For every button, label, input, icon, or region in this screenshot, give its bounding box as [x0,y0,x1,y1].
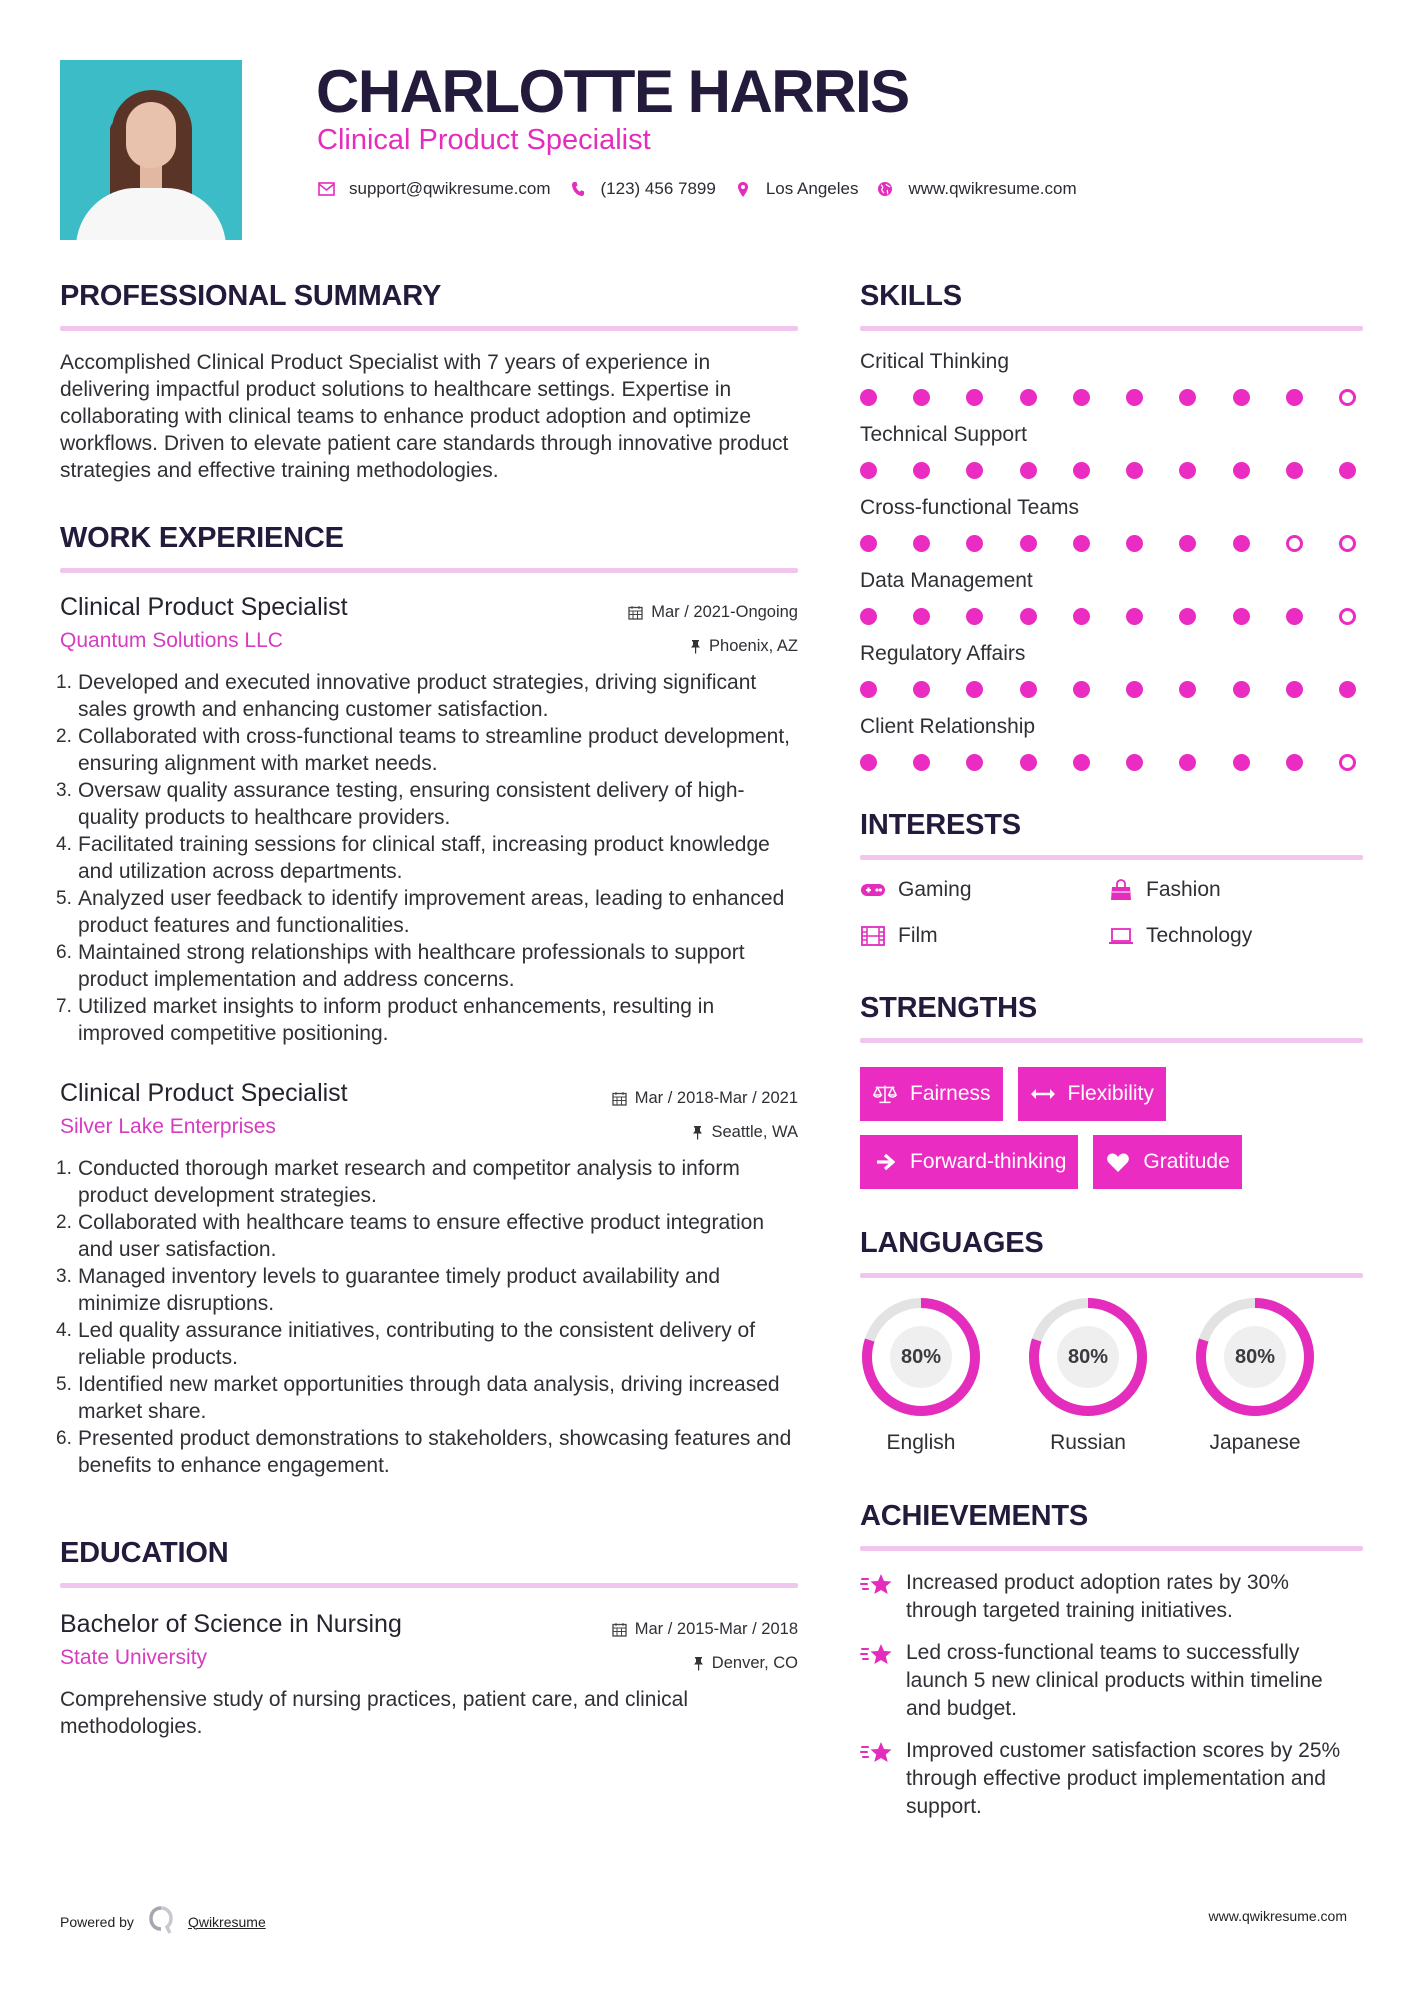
rating-dot-filled [1073,462,1090,479]
gamepad-icon [860,879,886,901]
rating-dot-filled [1126,535,1143,552]
rating-dot-filled [1020,389,1037,406]
job-meta [612,1081,798,1149]
rating-dot-empty [1286,535,1303,552]
footer-powered-by [60,1905,266,1938]
skill-rating [860,608,1356,625]
rating-dot-filled [1286,608,1303,625]
calendar-icon [612,1091,627,1106]
rating-dot-filled [1233,462,1250,479]
photo-face [126,102,176,168]
rating-dot-filled [966,608,983,625]
skill-item [860,495,1363,552]
skill-rating [860,389,1356,406]
pushpin-icon [692,1125,703,1140]
rating-dot-filled [1286,681,1303,698]
rating-dot-filled [1179,389,1196,406]
rating-dot-filled [860,389,877,406]
education-location: Denver, CO [711,1654,798,1672]
summary-text: Accomplished Clinical Product Specialist with 7 years of experience in delivering impactful product solutions to healthcare settings. Expertise in collaborating with clinical teams to enhance product adoption and optimize workflows. Driven to elevate patient care standards through innovative product strategies and effective training methodologies. [60,351,789,482]
degree: Bachelor of Science in Nursing [60,1610,402,1638]
job-title: Clinical Product Specialist [60,1079,348,1107]
job-bullet: Presented product demonstrations to stakeholders, showcasing features and benefits to enhance engagement. [78,1427,792,1477]
achievement-item [860,1639,1363,1723]
job-bullet: Identified new market opportunities through data analysis, driving increased market share. [78,1373,780,1423]
job-dates-row [612,1081,798,1115]
job-company: Silver Lake Enterprises [60,1115,276,1138]
skill-item [860,349,1363,406]
skill-rating [860,462,1356,479]
language-name: Russian [1050,1431,1126,1454]
phone-text: (123) 456 7899 [600,179,716,198]
job-bullet: Maintained strong relationships with healthcare professionals to support product implementation and address concerns. [78,941,745,991]
strength-tag [860,1067,1003,1121]
section-heading: ACHIEVEMENTS [860,1500,1089,1532]
language-percent: 80% [1057,1326,1119,1388]
rating-dot-filled [1126,754,1143,771]
strength-label: Forward-thinking [910,1150,1067,1173]
rating-dot-filled [966,389,983,406]
rating-dot-filled [1339,462,1356,479]
photo-shirt [76,188,226,240]
website-text: www.qwikresume.com [908,179,1077,198]
strength-label: Fairness [910,1082,991,1105]
contact-website[interactable] [876,179,1076,199]
laptop-icon [1108,925,1134,947]
achievements-list [860,1569,1363,1821]
education-dates: Mar / 2015-Mar / 2018 [634,1620,798,1638]
calendar-icon [612,1622,627,1637]
section-heading: STRENGTHS [860,992,1038,1024]
education-description: Comprehensive study of nursing practices, patient care, and clinical methodologies. [60,1688,688,1738]
education-section [60,1535,798,1740]
strength-tag [1093,1135,1241,1189]
rating-dot-filled [1286,754,1303,771]
skills-section [860,278,1363,771]
job-bullet: Collaborated with cross-functional teams to streamline product development, ensuring alignment with market needs. [78,725,791,775]
shooting-star-icon [860,1641,894,1723]
shopping-bag-icon [1108,879,1134,901]
achievement-item [860,1737,1363,1821]
section-heading: PROFESSIONAL SUMMARY [60,280,442,312]
rating-dot-empty [1339,535,1356,552]
language-item [860,1296,982,1456]
school: State University [60,1646,208,1669]
interest-label: Technology [1146,924,1253,947]
pushpin-icon [690,639,701,654]
interest-label: Film [898,924,938,947]
candidate-name: CHARLOTTE HARRIS [316,58,909,125]
section-divider [860,1546,1363,1551]
skill-name: Cross-functional Teams [860,496,1080,519]
language-progress-ring [1027,1296,1149,1418]
job-bullets [60,1155,798,1479]
rating-dot-filled [1179,462,1196,479]
balance-scale-icon [872,1083,898,1105]
section-heading: LANGUAGES [860,1227,1044,1259]
rating-dot-filled [1020,535,1037,552]
rating-dot-filled [860,754,877,771]
job-location-row [628,629,798,663]
rating-dot-filled [1233,389,1250,406]
rating-dot-filled [1020,754,1037,771]
section-heading: INTERESTS [860,809,1021,841]
skill-item [860,568,1363,625]
rating-dot-filled [1233,754,1250,771]
contact-location [734,179,859,199]
job-bullet: Facilitated training sessions for clinical staff, increasing product knowledge and utilization across departments. [78,833,770,883]
language-item [1027,1296,1149,1456]
rating-dot-filled [913,608,930,625]
rating-dot-filled [860,462,877,479]
section-heading: EDUCATION [60,1537,229,1569]
rating-dot-filled [1073,754,1090,771]
rating-dot-filled [1020,608,1037,625]
contact-phone[interactable] [569,179,716,199]
section-divider [860,1273,1363,1278]
summary-section [60,278,798,484]
rating-dot-filled [1073,535,1090,552]
job-bullet: Managed inventory levels to guarantee timely product availability and minimize disruptions. [78,1265,721,1315]
job-company: Quantum Solutions LLC [60,629,283,652]
rating-dot-empty [1339,754,1356,771]
interests-list [860,876,1363,950]
strength-tag [1018,1067,1166,1121]
job-meta [628,595,798,663]
rating-dot-filled [966,754,983,771]
job-bullet: Developed and executed innovative product strategies, driving significant sales growth and enhancing customer satisfaction. [78,671,757,721]
rating-dot-filled [1073,681,1090,698]
language-percent: 80% [1224,1326,1286,1388]
calendar-icon [628,605,643,620]
phone-icon [569,180,587,198]
profile-photo [60,60,242,240]
rating-dot-filled [1179,754,1196,771]
location-text: Los Angeles [765,179,859,198]
qwikresume-link[interactable]: Qwikresume [187,1913,266,1930]
heart-icon [1105,1151,1131,1173]
strength-label: Gratitude [1143,1150,1230,1173]
job-bullet: Oversaw quality assurance testing, ensuring consistent delivery of high-quality products to healthcare providers. [78,779,745,829]
job-bullet: Utilized market insights to inform product enhancements, resulting in improved competitive positioning. [78,995,715,1045]
skill-name: Data Management [860,569,1033,592]
job-bullet: Conducted thorough market research and competitor analysis to inform product development strategies. [78,1157,740,1207]
job-dates: Mar / 2021-Ongoing [651,603,798,621]
job-bullet: Analyzed user feedback to identify improvement areas, leading to enhanced product features and functionalities. [78,887,785,937]
rating-dot-filled [913,535,930,552]
job-location-row [612,1115,798,1149]
rating-dot-filled [913,462,930,479]
interest-item [860,922,1108,950]
job-bullets [60,669,798,1047]
rating-dot-filled [1073,389,1090,406]
rating-dot-filled [1126,462,1143,479]
rating-dot-filled [1286,462,1303,479]
job-location: Seattle, WA [711,1123,798,1141]
contact-row [317,179,1095,199]
rating-dot-filled [860,535,877,552]
section-divider [860,855,1363,860]
arrows-horizontal-icon [1030,1083,1056,1105]
strengths-section [860,990,1363,1203]
achievement-text: Improved customer satisfaction scores by 25% through effective product implementation and support. [906,1739,1341,1818]
job-dates: Mar / 2018-Mar / 2021 [634,1089,798,1107]
job-entry [60,1077,798,1479]
shooting-star-icon [860,1571,894,1625]
language-name: English [886,1431,956,1454]
skill-name: Client Relationship [860,715,1036,738]
rating-dot-filled [1179,681,1196,698]
section-divider [60,1583,798,1588]
section-divider [860,326,1363,331]
achievement-text: Led cross-functional teams to successfully launch 5 new clinical products within timeline and budget. [906,1641,1323,1720]
education-location-row [612,1646,798,1680]
rating-dot-filled [913,389,930,406]
rating-dot-filled [966,535,983,552]
shooting-star-icon [860,1739,894,1821]
contact-email[interactable] [317,179,551,199]
envelope-icon [317,180,335,198]
rating-dot-filled [1020,462,1037,479]
rating-dot-filled [1126,608,1143,625]
rating-dot-filled [1073,608,1090,625]
footer-website-link[interactable]: www.qwikresume.com [1208,1908,1347,1924]
rating-dot-filled [913,681,930,698]
qwikresume-logo-icon [148,1905,174,1938]
job-title: Clinical Product Specialist [60,593,348,621]
pushpin-icon [693,1656,704,1671]
section-divider [60,326,798,331]
rating-dot-filled [1339,681,1356,698]
language-progress-ring [1194,1296,1316,1418]
left-column [60,278,798,1740]
arrow-right-icon [872,1151,898,1173]
interest-item [1108,922,1356,950]
rating-dot-filled [1233,681,1250,698]
powered-by-label: Powered by [60,1913,134,1930]
rating-dot-filled [1126,681,1143,698]
education-entry [60,1608,798,1740]
rating-dot-filled [1179,535,1196,552]
interest-label: Fashion [1146,878,1221,901]
interest-item [860,876,1108,904]
experience-section [60,520,798,1479]
languages-list [860,1296,1363,1456]
achievements-section [860,1498,1363,1821]
rating-dot-empty [1339,389,1356,406]
interest-item [1108,876,1356,904]
rating-dot-filled [966,462,983,479]
skill-rating [860,681,1356,698]
skills-list [860,349,1363,771]
skill-rating [860,535,1356,552]
rating-dot-filled [1286,389,1303,406]
rating-dot-empty [1339,608,1356,625]
interests-section [860,807,1363,950]
map-pin-icon [734,180,752,198]
skill-name: Critical Thinking [860,350,1009,373]
language-progress-ring [860,1296,982,1418]
education-dates-row [612,1612,798,1646]
job-bullet: Led quality assurance initiatives, contributing to the consistent delivery of reliable products. [78,1319,756,1369]
job-bullet: Collaborated with healthcare teams to ensure effective product integration and user satisfaction. [78,1211,765,1261]
globe-icon [876,180,894,198]
language-item [1194,1296,1316,1456]
skill-rating [860,754,1356,771]
rating-dot-filled [966,681,983,698]
candidate-title: Clinical Product Specialist [317,124,651,156]
section-divider [860,1038,1363,1043]
interest-label: Gaming [898,878,972,901]
rating-dot-filled [1233,535,1250,552]
job-entry [60,591,798,1047]
skill-item [860,641,1363,698]
rating-dot-filled [860,681,877,698]
right-column [860,278,1363,1821]
skill-item [860,714,1363,771]
job-dates-row [628,595,798,629]
rating-dot-filled [1020,681,1037,698]
achievement-item [860,1569,1363,1625]
film-icon [860,925,886,947]
skill-item [860,422,1363,479]
strength-label: Flexibility [1067,1082,1154,1105]
rating-dot-filled [1233,608,1250,625]
skill-name: Technical Support [860,423,1027,446]
education-meta [612,1612,798,1680]
section-divider [60,568,798,573]
languages-section [860,1225,1363,1456]
rating-dot-filled [1179,608,1196,625]
strengths-list [860,1067,1360,1203]
rating-dot-filled [913,754,930,771]
email-text: support@qwikresume.com [349,179,551,198]
strength-tag [860,1135,1078,1189]
rating-dot-filled [860,608,877,625]
language-name: Japanese [1209,1431,1301,1454]
skill-name: Regulatory Affairs [860,642,1026,665]
language-percent: 80% [890,1326,952,1388]
achievement-text: Increased product adoption rates by 30% through targeted training initiatives. [906,1571,1289,1622]
section-heading: WORK EXPERIENCE [60,522,344,554]
rating-dot-filled [1126,389,1143,406]
section-heading: SKILLS [860,280,962,312]
job-location: Phoenix, AZ [709,637,798,655]
